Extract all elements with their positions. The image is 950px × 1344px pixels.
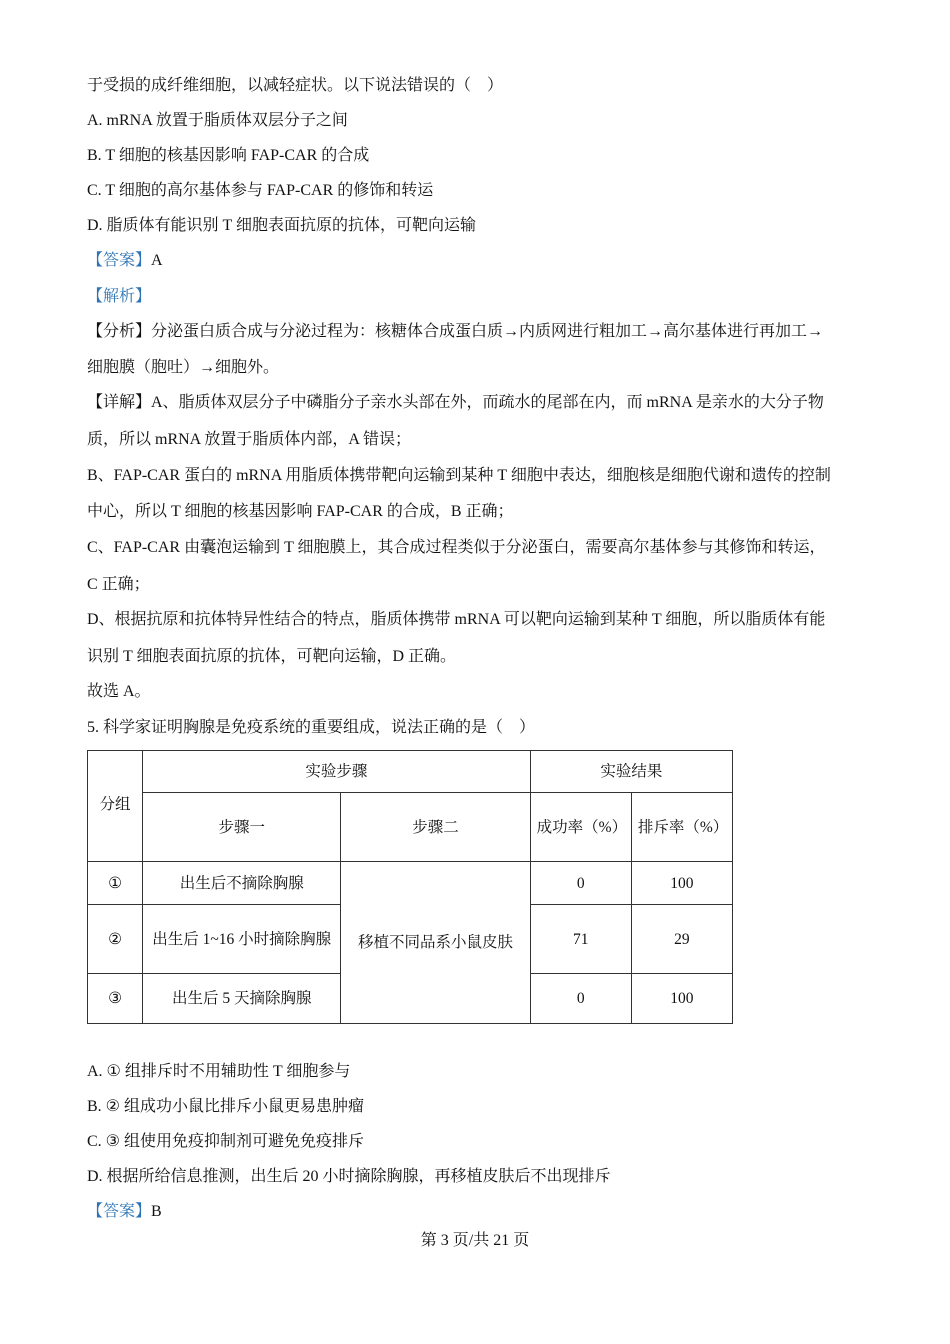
question-5: 5. 科学家证明胸腺是免疫系统的重要组成，说法正确的是（ ） bbox=[87, 719, 536, 736]
header-group: 分组 bbox=[88, 751, 143, 862]
text-line: 于受损的成纤维细胞，以减轻症状。以下说法错误的（ ） bbox=[87, 77, 504, 94]
header-step1: 步骤一 bbox=[143, 793, 341, 862]
cell-reject: 100 bbox=[631, 862, 732, 905]
cell-step2: 移植不同品系小鼠皮肤 bbox=[341, 862, 530, 1024]
cell-success: 71 bbox=[530, 905, 631, 974]
analysis-line: 【分析】分泌蛋白质合成与分泌过程为：核糖体合成蛋白质→内质网进行粗加工→高尔基体进行再加工→ bbox=[87, 323, 824, 340]
cell-group: ③ bbox=[88, 974, 143, 1024]
analysis-line: 中心，所以 T 细胞的核基因影响 FAP-CAR 的合成，B 正确； bbox=[87, 503, 514, 520]
answer-line bbox=[87, 1202, 162, 1222]
header-steps: 实验步骤 bbox=[143, 751, 531, 793]
option-c: C. ③ 组使用免疫抑制剂可避免免疫排斥 bbox=[87, 1133, 365, 1150]
header-reject: 排斥率（%） bbox=[631, 793, 732, 862]
option-a: A. ① 组排斥时不用辅助性 T 细胞参与 bbox=[87, 1063, 351, 1080]
cell-reject: 29 bbox=[631, 905, 732, 974]
header-success: 成功率（%） bbox=[530, 793, 631, 862]
answer-tag: 【答案】 bbox=[87, 252, 152, 269]
analysis-line: 识别 T 细胞表面抗原的抗体，可靶向运输，D 正确。 bbox=[87, 648, 457, 665]
option-a: A. mRNA 放置于脂质体双层分子之间 bbox=[87, 112, 348, 129]
page-footer: 第 3 页/共 21 页 bbox=[420, 1232, 530, 1249]
analysis-line: 细胞膜（胞吐）→细胞外。 bbox=[87, 359, 280, 376]
analysis-line: D、根据抗原和抗体特异性结合的特点，脂质体携带 mRNA 可以靶向运输到某种 T 细胞，所以脂质体有能 bbox=[87, 611, 826, 628]
option-b: B. T 细胞的核基因影响 FAP-CAR 的合成 bbox=[87, 147, 370, 164]
option-c: C. T 细胞的高尔基体参与 FAP-CAR 的修饰和转运 bbox=[87, 182, 434, 199]
analysis-line: C 正确； bbox=[87, 576, 150, 593]
analysis-line: 质，所以 mRNA 放置于脂质体内部，A 错误； bbox=[87, 431, 412, 448]
cell-reject: 100 bbox=[631, 974, 732, 1024]
analysis-line: C、FAP-CAR 由囊泡运输到 T 细胞膜上，其合成过程类似于分泌蛋白，需要高尔基体参与其修饰和转运， bbox=[87, 539, 826, 556]
cell-step1: 出生后 5 天摘除胸腺 bbox=[143, 974, 341, 1024]
cell-success: 0 bbox=[530, 974, 631, 1024]
answer-line bbox=[87, 251, 163, 271]
cell-group: ② bbox=[88, 905, 143, 974]
cell-step1: 出生后不摘除胸腺 bbox=[143, 862, 341, 905]
cell-step1: 出生后 1~16 小时摘除胸腺 bbox=[143, 905, 341, 974]
conclusion: 故选 A。 bbox=[87, 683, 151, 700]
option-b: B. ② 组成功小鼠比排斥小鼠更易患肿瘤 bbox=[87, 1098, 365, 1115]
option-d: D. 根据所给信息推测，出生后 20 小时摘除胸腺，再移植皮肤后不出现排斥 bbox=[87, 1168, 611, 1185]
analysis-tag: 【解析】 bbox=[87, 288, 152, 305]
header-step2: 步骤二 bbox=[341, 793, 530, 862]
answer-value: B bbox=[151, 1203, 162, 1220]
answer-tag: 【答案】 bbox=[87, 1203, 152, 1220]
analysis-line: 【详解】A、脂质体双层分子中磷脂分子亲水头部在外，而疏水的尾部在内，而 mRNA 是亲水的大分子物 bbox=[87, 394, 824, 411]
cell-success: 0 bbox=[530, 862, 631, 905]
cell-group: ① bbox=[88, 862, 143, 905]
experiment-table bbox=[87, 750, 733, 1024]
answer-value: A bbox=[151, 252, 163, 269]
option-d: D. 脂质体有能识别 T 细胞表面抗原的抗体，可靶向运输 bbox=[87, 217, 477, 234]
header-results: 实验结果 bbox=[530, 751, 732, 793]
analysis-line: B、FAP-CAR 蛋白的 mRNA 用脂质体携带靶向运输到某种 T 细胞中表达，细胞核是细胞代谢和遗传的控制 bbox=[87, 467, 831, 484]
